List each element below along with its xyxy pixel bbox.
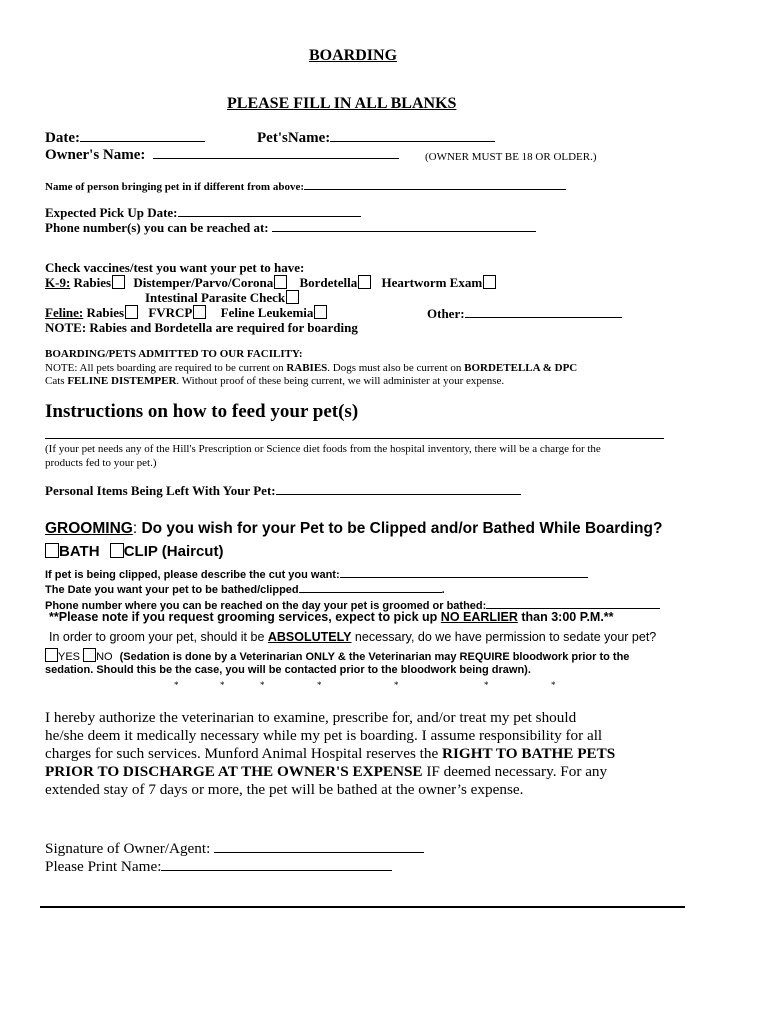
phone-label: Phone number(s) you can be reached at: bbox=[45, 220, 269, 235]
star: * bbox=[260, 680, 265, 690]
sedate-absolutely: ABSOLUTELY bbox=[267, 630, 352, 644]
signature-label: Signature of Owner/Agent: bbox=[45, 840, 211, 857]
date-row bbox=[45, 129, 205, 147]
admitted-text: NOTE: All pets boarding are required to be current on bbox=[45, 362, 287, 374]
authorization-bathe-right: RIGHT TO BATHE PETS bbox=[442, 745, 616, 762]
admitted-rabies: RABIES bbox=[286, 362, 328, 374]
bringing-row bbox=[45, 177, 566, 193]
pickup-note-text: **Please note if you request grooming services, expect to pick up bbox=[49, 610, 441, 624]
authorization-line bbox=[45, 745, 615, 763]
star: * bbox=[551, 680, 556, 690]
bath-label: BATH bbox=[59, 543, 100, 560]
clip-checkbox[interactable] bbox=[110, 543, 124, 558]
cut-field[interactable] bbox=[340, 565, 588, 578]
intestinal-checkbox[interactable] bbox=[286, 290, 299, 304]
date-label: Date: bbox=[45, 130, 80, 146]
star: * bbox=[394, 680, 399, 690]
feline-leukemia-checkbox[interactable] bbox=[314, 305, 327, 319]
pickup-date-field[interactable] bbox=[178, 204, 361, 217]
k9-bordetella-label: Bordetella bbox=[299, 275, 358, 290]
k9-rabies-label: Rabies bbox=[73, 275, 112, 290]
sedation-row bbox=[45, 648, 629, 663]
sedation-line2: sedation. Should this be the case, you will be contacted prior to the bloodwork being drawn). bbox=[45, 664, 531, 676]
signature-row bbox=[45, 838, 424, 858]
other-field[interactable] bbox=[465, 305, 622, 318]
star: * bbox=[317, 680, 322, 690]
feline-row bbox=[45, 305, 328, 321]
admitted-text: Cats bbox=[45, 375, 68, 387]
cut-label: If pet is being clipped, please describe the cut you want: bbox=[45, 569, 340, 581]
feeding-note-line2: products fed to your pet.) bbox=[45, 457, 157, 469]
feeding-note-line1: (If your pet needs any of the Hill's Prescription or Science diet foods from the hospital inventory, there will be a charge for the bbox=[45, 443, 601, 455]
grooming-heading bbox=[45, 520, 662, 538]
feline-rabies-checkbox[interactable] bbox=[125, 305, 138, 319]
authorization-text: IF deemed necessary. For any bbox=[422, 763, 608, 780]
star: * bbox=[220, 680, 225, 690]
k9-rabies-checkbox[interactable] bbox=[112, 275, 125, 289]
authorization-text: charges for such services. Munford Animal Hospital reserves the bbox=[45, 745, 443, 762]
intestinal-label: Intestinal Parasite Check bbox=[145, 290, 286, 305]
signature-field[interactable] bbox=[214, 838, 424, 853]
yes-checkbox[interactable] bbox=[45, 648, 58, 662]
grooming-options-row bbox=[45, 543, 223, 560]
k9-distemper-checkbox[interactable] bbox=[274, 275, 287, 289]
no-label: NO bbox=[96, 651, 113, 663]
pickup-note-no-earlier: NO EARLIER bbox=[440, 610, 518, 624]
pet-name-label: Pet'sName: bbox=[257, 130, 331, 146]
authorization-line bbox=[45, 763, 615, 781]
print-name-row bbox=[45, 856, 392, 876]
phone-row bbox=[45, 219, 536, 236]
sedate-text: In order to groom your pet, should it be bbox=[49, 630, 268, 644]
k9-heartworm-checkbox[interactable] bbox=[483, 275, 496, 289]
personal-items-field[interactable] bbox=[276, 482, 521, 495]
owner-age-note: (OWNER MUST BE 18 OR OLDER.) bbox=[425, 151, 597, 163]
clip-label: CLIP (Haircut) bbox=[123, 543, 224, 560]
print-name-field[interactable] bbox=[161, 856, 392, 871]
bottom-rule bbox=[40, 906, 685, 908]
pickup-time-note bbox=[49, 610, 614, 624]
vaccines-heading: Check vaccines/test you want your pet to have: bbox=[45, 260, 305, 275]
groom-date-label: The Date you want your pet to be bathed/clipped bbox=[45, 584, 299, 596]
no-checkbox[interactable] bbox=[83, 648, 96, 662]
owner-name-field[interactable] bbox=[153, 146, 399, 159]
print-name-label: Please Print Name: bbox=[45, 858, 162, 875]
yes-label: YES bbox=[58, 651, 81, 663]
sedate-question bbox=[49, 630, 656, 644]
sedate-text: necessary, do we have permission to sedate your pet? bbox=[351, 630, 657, 644]
groom-phone-label: Phone number where you can be reached on the day your pet is groomed or bathed: bbox=[45, 600, 487, 612]
bringing-field[interactable] bbox=[304, 177, 566, 190]
pickup-label: Expected Pick Up Date: bbox=[45, 205, 178, 220]
owner-name-label: Owner's Name: bbox=[45, 147, 146, 163]
vaccine-note: NOTE: Rabies and Bordetella are required for boarding bbox=[45, 320, 358, 335]
admitted-text: . Dogs must also be current on bbox=[327, 362, 465, 374]
other-label: Other: bbox=[427, 306, 465, 321]
feeding-heading: Instructions on how to feed your pet(s) bbox=[45, 401, 359, 422]
authorization-line: extended stay of 7 days or more, the pet will be bathed at the owner’s expense. bbox=[45, 781, 524, 798]
k9-distemper-label: Distemper/Parvo/Corona bbox=[133, 275, 274, 290]
other-row bbox=[427, 305, 622, 322]
admitted-bordetella: BORDETELLA & DPC bbox=[464, 362, 578, 374]
k9-row bbox=[45, 275, 497, 291]
owner-name-row bbox=[45, 146, 399, 164]
groom-date-period: . bbox=[441, 584, 445, 596]
bath-checkbox[interactable] bbox=[45, 543, 59, 558]
form-title: BOARDING bbox=[309, 47, 398, 64]
pickup-note-time: than 3:00 P.M.** bbox=[517, 610, 614, 624]
form-subtitle: PLEASE FILL IN ALL BLANKS bbox=[227, 95, 457, 112]
feline-fvrcp-checkbox[interactable] bbox=[193, 305, 206, 319]
k9-bordetella-checkbox[interactable] bbox=[358, 275, 371, 289]
admitted-text: . Without proof of these being current, we will administer at your expense. bbox=[176, 375, 505, 387]
k9-label: K-9: bbox=[45, 275, 71, 290]
intestinal-row bbox=[145, 290, 300, 306]
admitted-line2 bbox=[45, 375, 504, 387]
admitted-feline-distemper: FELINE DISTEMPER bbox=[67, 375, 177, 387]
admitted-heading: BOARDING/PETS ADMITTED TO OUR FACILITY: bbox=[45, 348, 303, 360]
feline-rabies-label: Rabies bbox=[86, 305, 125, 320]
feline-label: Feline: bbox=[45, 305, 84, 320]
star: * bbox=[174, 680, 179, 690]
personal-items-label: Personal Items Being Left With Your Pet: bbox=[45, 483, 276, 498]
feline-leukemia-label: Feline Leukemia bbox=[220, 305, 314, 320]
authorization-line: he/she deem it medically necessary while my pet is boarding. I assume responsibility for all bbox=[45, 727, 603, 744]
personal-items-row bbox=[45, 482, 521, 499]
grooming-label: GROOMING bbox=[45, 520, 133, 537]
groom-date-row bbox=[45, 580, 445, 596]
sedation-line1: (Sedation is done by a Veterinarian ONLY & the Veterinarian may REQUIRE bloodwork prior to the bbox=[119, 651, 630, 663]
authorization-owner-expense: PRIOR TO DISCHARGE AT THE OWNER'S EXPENSE bbox=[45, 763, 423, 780]
grooming-question: Do you wish for your Pet to be Clipped and/or Bathed While Boarding? bbox=[137, 520, 663, 537]
groom-phone-field[interactable] bbox=[486, 596, 660, 609]
authorization-paragraph bbox=[45, 709, 615, 799]
feeding-instructions-field[interactable] bbox=[45, 438, 664, 439]
groom-date-field[interactable] bbox=[299, 580, 442, 593]
star: * bbox=[484, 680, 489, 690]
bringing-label: Name of person bringing pet in if different from above: bbox=[45, 181, 304, 193]
admitted-line1 bbox=[45, 362, 577, 374]
cut-row bbox=[45, 565, 588, 581]
date-field[interactable] bbox=[80, 129, 205, 142]
k9-heartworm-label: Heartworm Exam bbox=[381, 275, 483, 290]
pet-name-row bbox=[257, 129, 495, 147]
pet-name-field[interactable] bbox=[330, 129, 495, 142]
grooming-colon: : bbox=[132, 520, 138, 537]
phone-field[interactable] bbox=[272, 219, 536, 232]
authorization-line: I hereby authorize the veterinarian to examine, prescribe for, and/or treat my pet should bbox=[45, 709, 577, 726]
feline-fvrcp-label: FVRCP bbox=[148, 305, 193, 320]
